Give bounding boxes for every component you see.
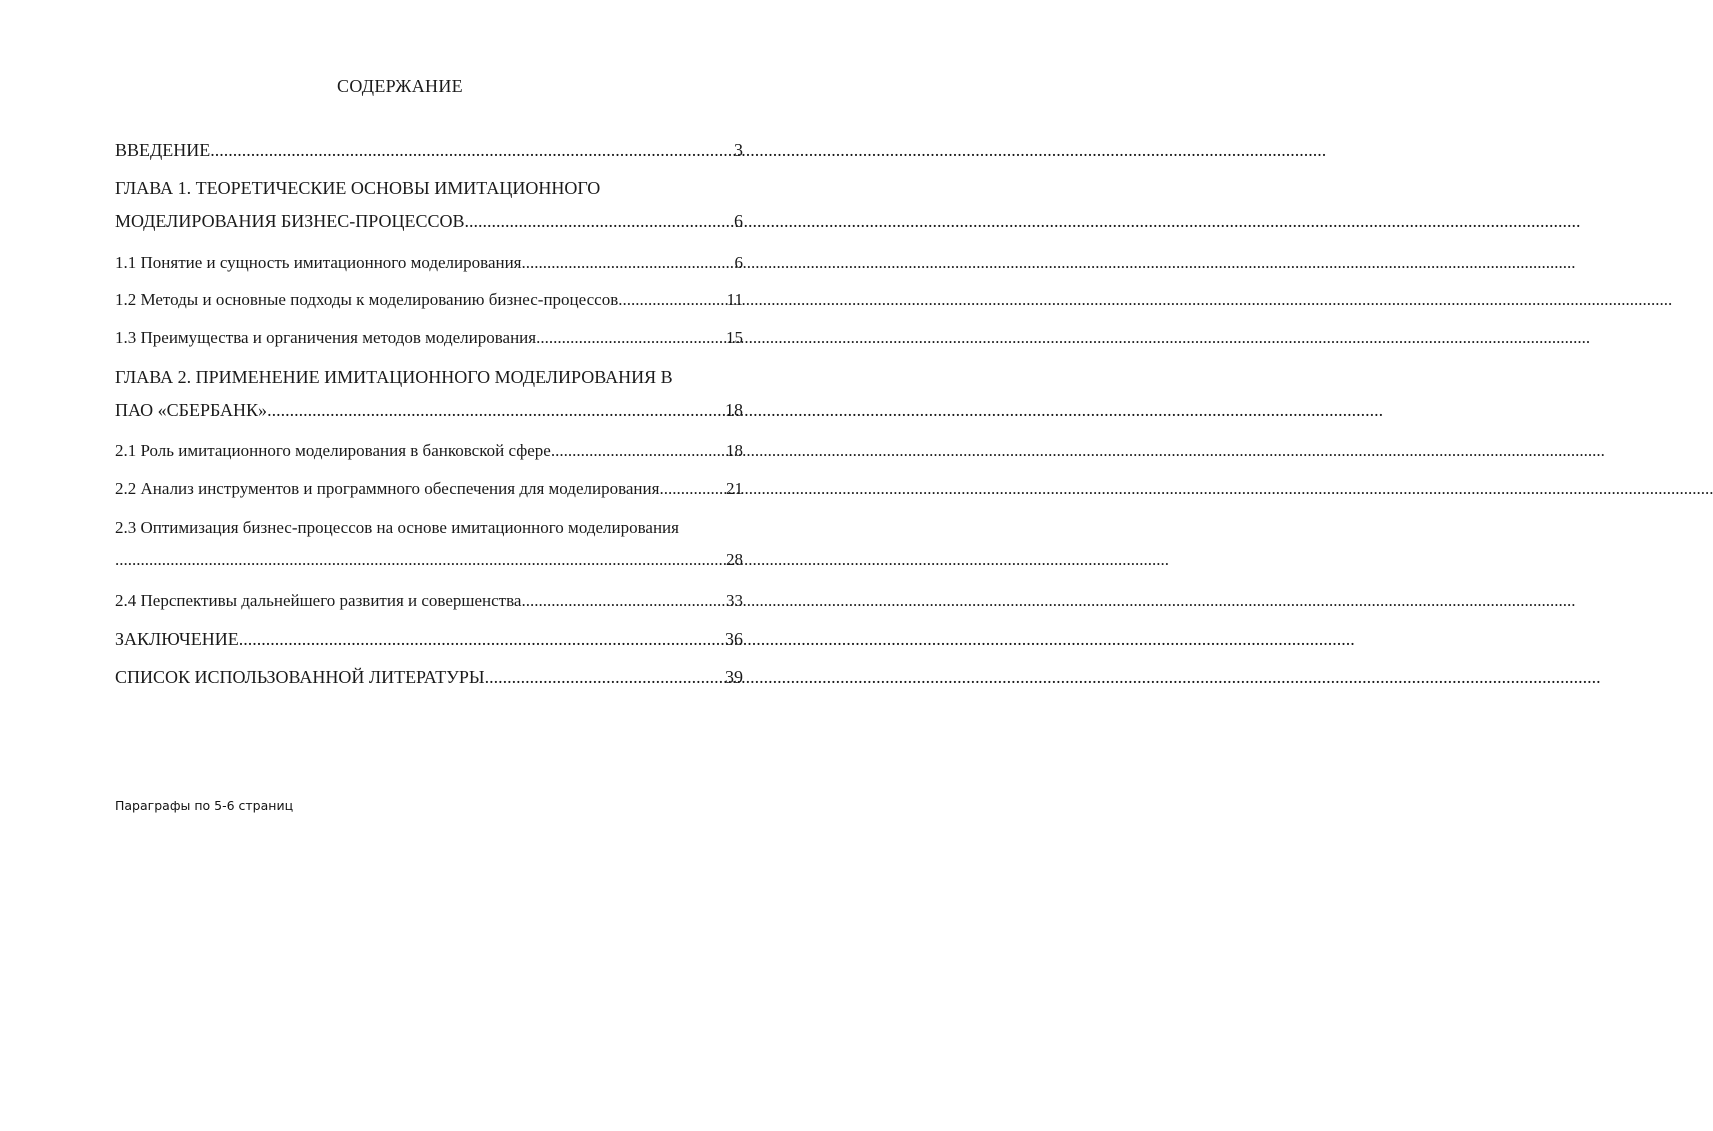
dot-leader <box>465 211 733 232</box>
toc-page-number: 15 <box>726 328 743 347</box>
toc-entry-conclusion[interactable] <box>115 629 743 650</box>
toc-entry-title: ЗАКЛЮЧЕНИЕ <box>115 629 239 649</box>
dot-leader <box>618 290 725 310</box>
toc-entry-title: 2.4 Перспективы дальнейшего развития и совершенства <box>115 591 522 610</box>
toc-page-number: 18 <box>725 400 743 420</box>
toc-entry-title: 2.2 Анализ инструментов и программного обеспечения для моделирования <box>115 479 660 498</box>
toc-page-number: 28 <box>726 550 743 569</box>
toc-entry-title: ВВЕДЕНИЕ <box>115 140 211 160</box>
dot-leader <box>659 479 725 499</box>
toc-entry-title: 1.3 Преимущества и органичения методов моделирования <box>115 328 537 347</box>
toc-page-number: 21 <box>726 479 743 498</box>
dot-leader <box>485 667 724 688</box>
document-page <box>0 0 800 1131</box>
toc-page-number: 11 <box>726 290 743 309</box>
dot-leader <box>536 328 725 348</box>
dot-leader <box>267 400 724 421</box>
toc-entry-title: 2.1 Роль имитационного моделирования в банковской сфере <box>115 441 551 460</box>
toc-page-number: 18 <box>726 441 743 460</box>
dot-leader <box>115 550 725 570</box>
toc-entry-section-2-4[interactable] <box>115 591 743 611</box>
toc-page-number: 3 <box>734 140 743 160</box>
dot-leader <box>551 441 725 461</box>
toc-page-number: 39 <box>725 667 743 687</box>
toc-entry-title: МОДЕЛИРОВАНИЯ БИЗНЕС-ПРОЦЕССОВ <box>115 211 465 231</box>
dot-leader <box>521 591 725 611</box>
toc-page-number: 36 <box>725 629 743 649</box>
toc-entry-title-line1: ГЛАВА 2. ПРИМЕНЕНИЕ ИМИТАЦИОННОГО МОДЕЛИРОВАНИЯ В <box>115 367 673 387</box>
toc-entry-title: 1.2 Методы и основные подходы к моделированию бизнес-процессов <box>115 290 619 309</box>
paragraph-length-note: Параграфы по 5-6 страниц <box>115 798 294 813</box>
toc-page-number: 6 <box>734 253 743 272</box>
toc-title: СОДЕРЖАНИЕ <box>337 76 463 96</box>
toc-entry-bibliography[interactable] <box>115 667 743 688</box>
toc-page-number: 33 <box>726 591 743 610</box>
dot-leader <box>522 253 734 273</box>
dot-leader <box>210 140 733 161</box>
dot-leader <box>239 629 724 650</box>
toc-entry-title-line1: 2.3 Оптимизация бизнес-процессов на основе имитационного моделирования <box>115 518 679 537</box>
toc-entry-title-line1: ГЛАВА 1. ТЕОРЕТИЧЕСКИЕ ОСНОВЫ ИМИТАЦИОННОГО <box>115 178 601 198</box>
toc-page-number: 6 <box>734 211 743 231</box>
toc-entry-section-1-3[interactable] <box>115 328 743 348</box>
toc-entry-title: 1.1 Понятие и сущность имитационного моделирования <box>115 253 522 272</box>
toc-entry-section-2-2[interactable] <box>115 479 743 499</box>
toc-entry-introduction[interactable] <box>115 140 743 161</box>
toc-entry-section-1-1[interactable] <box>115 253 743 273</box>
toc-entry-title: ПАО «СБЕРБАНК» <box>115 400 268 420</box>
toc-entry-chapter-1[interactable] <box>115 178 743 232</box>
toc-entry-section-1-2[interactable] <box>115 290 743 310</box>
toc-entry-title: СПИСОК ИСПОЛЬЗОВАННОЙ ЛИТЕРАТУРЫ <box>115 667 485 687</box>
toc-entry-section-2-3[interactable] <box>115 518 743 570</box>
toc-entry-chapter-2[interactable] <box>115 367 743 421</box>
toc-entry-section-2-1[interactable] <box>115 441 743 461</box>
